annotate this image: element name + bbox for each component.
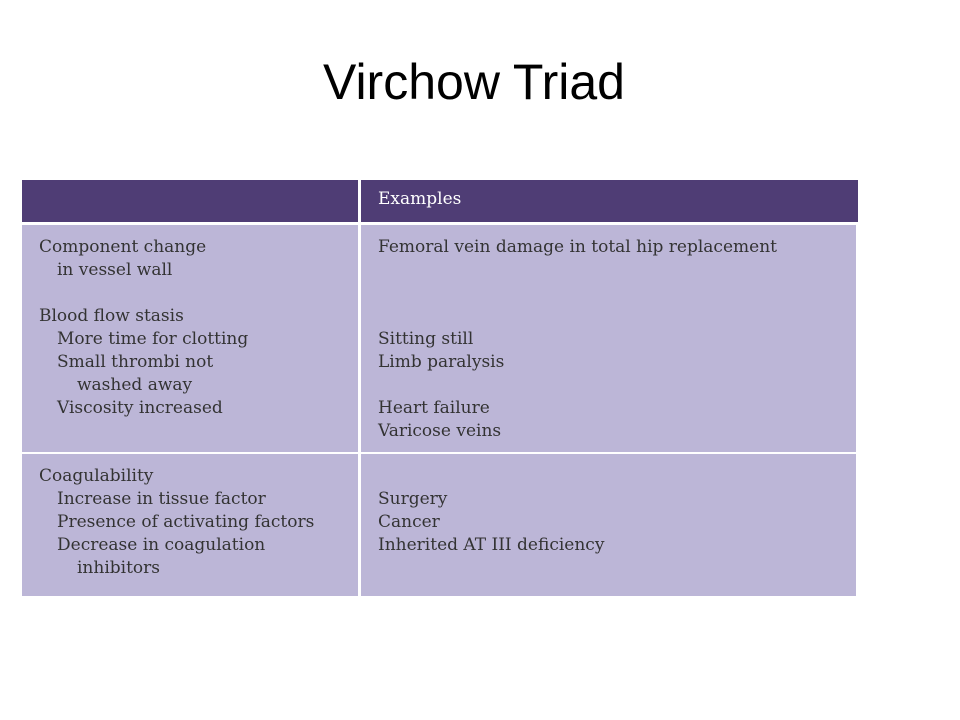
row-3-right-line: Inherited AT III deficiency <box>378 535 605 555</box>
row-1-right-line: Femoral vein damage in total hip replacement <box>378 237 777 257</box>
header-cell-left <box>22 180 358 222</box>
row-1-right-cell <box>361 225 856 303</box>
row-2-right-line: Heart failure <box>378 398 490 418</box>
row-2-left-line: Viscosity increased <box>57 398 223 418</box>
row-2-right-line <box>378 374 856 397</box>
row-2-left-line: More time for clotting <box>57 329 249 349</box>
row-1-left-line: in vessel wall <box>57 260 173 280</box>
row-2-left-line: Small thrombi not <box>57 352 214 372</box>
row-1-left-line: Component change <box>39 237 207 257</box>
row-1-left-cell <box>22 225 358 303</box>
row-2-left-line: washed away <box>77 375 193 395</box>
row-3-right-line <box>378 465 856 488</box>
row-3-right-cell <box>361 454 856 596</box>
row-2-left-cell <box>22 294 358 452</box>
row-3-left-line: inhibitors <box>77 558 161 578</box>
row-3-left-line: Increase in tissue factor <box>57 489 266 509</box>
slide-title: Virchow Triad <box>323 54 625 110</box>
row-2-right-line: Varicose veins <box>378 421 502 441</box>
row-3-left-cell <box>22 454 358 596</box>
row-3-left-line: Presence of activating factors <box>57 512 315 532</box>
row-2-left-line: Blood flow stasis <box>39 306 184 326</box>
row-2-right-cell <box>361 294 856 452</box>
row-3-left-line: Decrease in coagulation <box>57 535 266 555</box>
row-3-left-line: Coagulability <box>39 466 154 486</box>
header-examples-label: Examples <box>378 189 462 209</box>
row-2-right-line: Limb paralysis <box>378 352 505 372</box>
row-3-right-line: Surgery <box>378 489 448 509</box>
row-2-right-line <box>378 305 856 328</box>
header-cell-examples <box>361 180 858 222</box>
virchow-triad-table <box>22 180 858 596</box>
row-3-right-line: Cancer <box>378 512 440 532</box>
row-2-right-line: Sitting still <box>378 329 474 349</box>
